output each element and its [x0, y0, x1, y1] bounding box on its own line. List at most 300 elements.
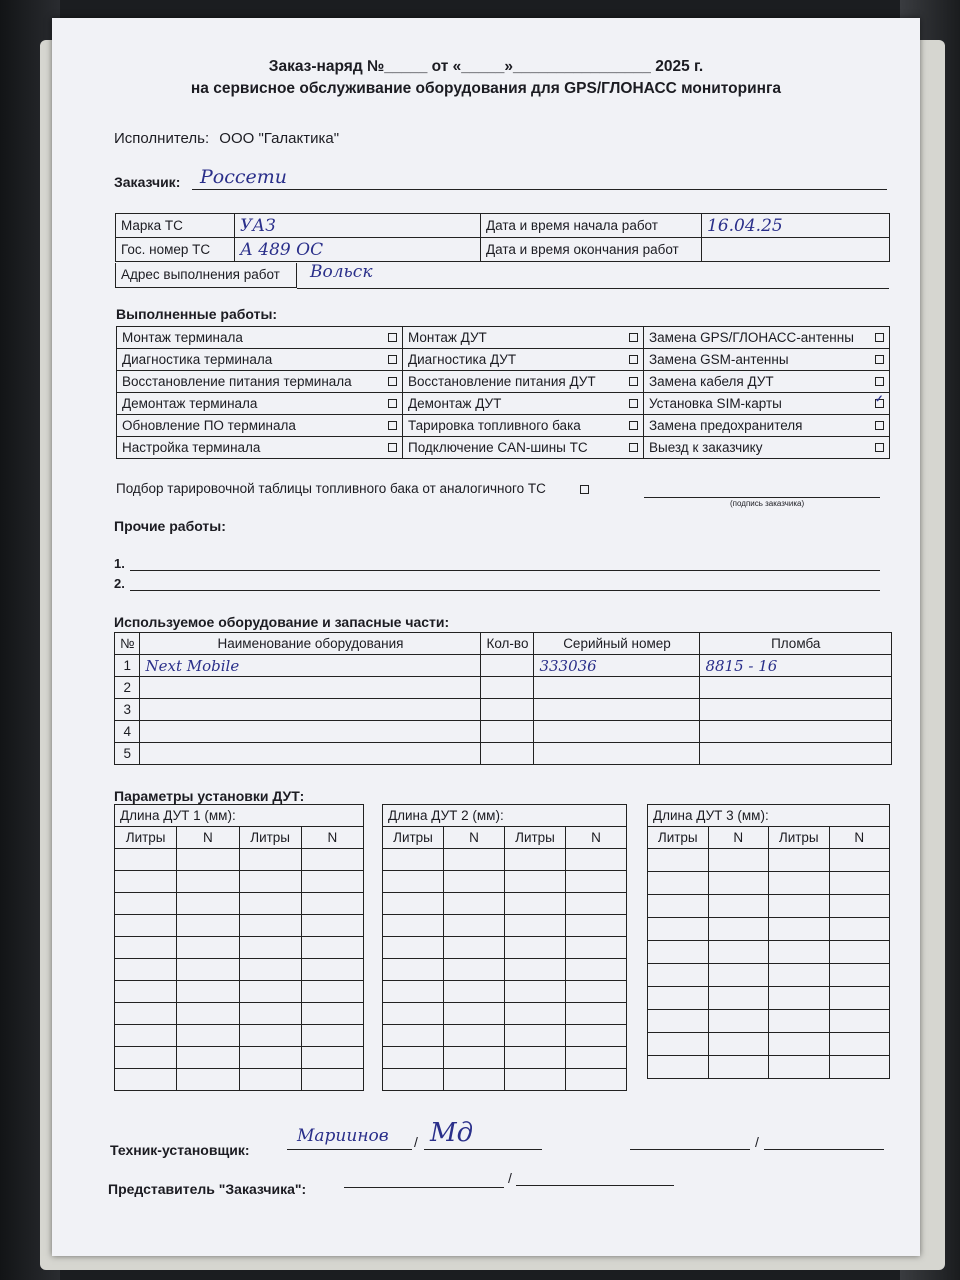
- equipment-table: [114, 632, 892, 765]
- dut-cell: [708, 964, 769, 987]
- dut-title: Параметры установки ДУТ:: [114, 788, 305, 804]
- work-cell: [644, 327, 890, 349]
- works-row: [117, 349, 890, 371]
- customer-signature-line: [644, 496, 880, 498]
- dut-cell: [566, 981, 627, 1003]
- dut-row: [648, 1010, 890, 1033]
- start-label: Дата и время начала работ: [481, 214, 702, 238]
- second-name-line: [630, 1148, 750, 1150]
- dut-cell: [383, 981, 444, 1003]
- dut-cell: [829, 895, 890, 918]
- dut-cell: [444, 893, 505, 915]
- equipment-cell: [700, 721, 892, 743]
- dut-cell: [301, 1025, 363, 1047]
- dut-cell: [177, 959, 239, 981]
- work-checkbox[interactable]: [875, 333, 884, 342]
- work-item: [122, 374, 397, 389]
- address-label: Адрес выполнения работ: [115, 263, 297, 288]
- dut-cell: [115, 1025, 177, 1047]
- second-slash: /: [755, 1134, 759, 1150]
- dut-cell: [444, 871, 505, 893]
- dut-cell: [115, 893, 177, 915]
- dut-header-cell: Литры: [769, 827, 830, 849]
- dut-cell: [566, 1069, 627, 1091]
- work-cell: [117, 371, 403, 393]
- work-checkbox[interactable]: [388, 355, 397, 364]
- dut-cell: [177, 937, 239, 959]
- dut-cell: [239, 937, 301, 959]
- dut-cell: [505, 959, 566, 981]
- dut-cell: [383, 1025, 444, 1047]
- dut-cell: [444, 937, 505, 959]
- work-checkbox[interactable]: [629, 443, 638, 452]
- dut-length-label: Длина ДУТ 3 (мм):: [647, 804, 890, 826]
- dut-cell: [566, 915, 627, 937]
- dut-cell: [708, 1010, 769, 1033]
- dut-cell: [505, 1069, 566, 1091]
- dut-cell: [239, 915, 301, 937]
- dut-row: [648, 918, 890, 941]
- equipment-cell: [534, 699, 700, 721]
- equipment-cell: 3: [115, 699, 140, 721]
- dut-row: [383, 1003, 627, 1025]
- executor-row: [114, 130, 339, 147]
- work-label: Восстановление питания ДУТ: [408, 374, 596, 389]
- customer-line: [192, 188, 887, 190]
- calibration-row: [116, 481, 589, 496]
- equipment-cell: [700, 699, 892, 721]
- work-label: Демонтаж терминала: [122, 396, 258, 411]
- dut-cell: [566, 893, 627, 915]
- dut-header-cell: Литры: [115, 827, 177, 849]
- equipment-cell: [534, 743, 700, 765]
- equipment-cell: 333036: [534, 655, 700, 677]
- work-item: [649, 396, 884, 411]
- dut-cell: [239, 981, 301, 1003]
- dut-cell: [239, 849, 301, 871]
- dut-cell: [829, 1033, 890, 1056]
- dut-cell: [648, 872, 709, 895]
- work-checkbox[interactable]: [388, 377, 397, 386]
- work-item: [649, 374, 884, 389]
- work-cell: [403, 349, 644, 371]
- dut-cell: [769, 872, 830, 895]
- work-checkbox[interactable]: [388, 399, 397, 408]
- dut-cell: [301, 959, 363, 981]
- dut-row: [115, 937, 364, 959]
- dut-cell: [769, 918, 830, 941]
- equipment-cell: [481, 655, 534, 677]
- work-checkbox[interactable]: [875, 399, 884, 408]
- equipment-cell: [140, 721, 481, 743]
- brand-value: УАЗ: [235, 214, 481, 238]
- dut-cell: [829, 964, 890, 987]
- dut-cell: [301, 871, 363, 893]
- dut-row: [115, 1025, 364, 1047]
- dut-cell: [301, 981, 363, 1003]
- equipment-cell: [481, 721, 534, 743]
- dut-cell: [383, 849, 444, 871]
- work-checkbox[interactable]: [629, 333, 638, 342]
- dut-row: [648, 872, 890, 895]
- brand-label: Марка ТС: [116, 214, 235, 238]
- representative-label: Представитель "Заказчика":: [108, 1181, 307, 1197]
- dut-cell: [708, 895, 769, 918]
- dut-cell: [444, 1047, 505, 1069]
- dut-cell: [769, 1010, 830, 1033]
- work-cell: [117, 327, 403, 349]
- dut-cell: [566, 871, 627, 893]
- dut-table-3: [647, 804, 890, 1079]
- end-label: Дата и время окончания работ: [481, 238, 702, 262]
- dut-header-cell: N: [708, 827, 769, 849]
- equipment-cell: [140, 699, 481, 721]
- calibration-checkbox[interactable]: [580, 485, 589, 494]
- work-cell: [403, 393, 644, 415]
- dut-cell: [708, 941, 769, 964]
- works-row: [117, 415, 890, 437]
- work-checkbox[interactable]: [875, 443, 884, 452]
- work-cell: [117, 349, 403, 371]
- dut-cell: [566, 849, 627, 871]
- dut-cell: [177, 893, 239, 915]
- executor-value: ООО "Галактика": [219, 130, 340, 147]
- dut-header-cell: N: [301, 827, 363, 849]
- dut-cell: [115, 849, 177, 871]
- work-item: [649, 330, 884, 345]
- dut-cell: [566, 1025, 627, 1047]
- dut-grid: [647, 826, 890, 1079]
- dut-cell: [829, 918, 890, 941]
- equipment-cell: 8815 - 16: [700, 655, 892, 677]
- dut-grid: [114, 826, 364, 1091]
- equipment-header-cell: Серийный номер: [534, 633, 700, 655]
- dut-row: [648, 964, 890, 987]
- work-cell: [403, 415, 644, 437]
- vehicle-table: [115, 213, 890, 262]
- dut-cell: [648, 1033, 709, 1056]
- work-label: Диагностика ДУТ: [408, 352, 517, 367]
- other-works-title: Прочие работы:: [114, 518, 226, 534]
- dut-row: [648, 895, 890, 918]
- form-title: Заказ-наряд №_____ от «_____»________________ 2025 г.: [268, 58, 704, 75]
- dut-cell: [177, 849, 239, 871]
- work-cell: [644, 349, 890, 371]
- dut-row: [648, 849, 890, 872]
- dut-cell: [301, 1069, 363, 1091]
- work-item: [408, 440, 638, 455]
- dut-cell: [769, 895, 830, 918]
- technician-sign-line: [424, 1148, 542, 1150]
- dut-row: [648, 987, 890, 1010]
- work-checkbox[interactable]: [629, 377, 638, 386]
- dut-row: [383, 871, 627, 893]
- work-label: Выезд к заказчику: [649, 440, 763, 455]
- dut-header-cell: N: [444, 827, 505, 849]
- equipment-cell: [700, 743, 892, 765]
- work-item: [408, 330, 638, 345]
- dut-cell: [115, 937, 177, 959]
- work-cell: [644, 393, 890, 415]
- dut-cell: [301, 915, 363, 937]
- dut-cell: [301, 937, 363, 959]
- work-item: [408, 396, 638, 411]
- work-checkbox[interactable]: [388, 443, 397, 452]
- equipment-header-cell: №: [115, 633, 140, 655]
- dut-header-row: [383, 827, 627, 849]
- work-checkbox[interactable]: [875, 355, 884, 364]
- dut-cell: [177, 1047, 239, 1069]
- dut-cell: [115, 959, 177, 981]
- equipment-cell: [534, 721, 700, 743]
- dut-cell: [383, 915, 444, 937]
- representative-slash: /: [508, 1170, 512, 1186]
- dut-cell: [505, 871, 566, 893]
- work-label: Замена GSM-антенны: [649, 352, 789, 367]
- dut-cell: [829, 849, 890, 872]
- dut-cell: [566, 959, 627, 981]
- dut-header-cell: N: [829, 827, 890, 849]
- work-checkbox[interactable]: [875, 377, 884, 386]
- work-item: [122, 440, 397, 455]
- dut-row: [115, 893, 364, 915]
- dut-header-row: [115, 827, 364, 849]
- work-checkbox[interactable]: [388, 421, 397, 430]
- other-works-line1-number: 1.: [114, 556, 125, 571]
- dut-row: [115, 1069, 364, 1091]
- dut-row: [383, 981, 627, 1003]
- work-item: [649, 440, 884, 455]
- equipment-cell: [700, 677, 892, 699]
- dut-cell: [769, 1033, 830, 1056]
- work-item: [122, 352, 397, 367]
- dut-cell: [444, 849, 505, 871]
- work-cell: [117, 393, 403, 415]
- dut-cell: [566, 1003, 627, 1025]
- dut-cell: [115, 915, 177, 937]
- dut-row: [115, 1047, 364, 1069]
- dut-cell: [769, 964, 830, 987]
- work-label: Обновление ПО терминала: [122, 418, 296, 433]
- dut-row: [115, 915, 364, 937]
- dut-table-1: [114, 804, 364, 1091]
- dut-cell: [301, 1003, 363, 1025]
- work-item: [408, 352, 638, 367]
- dut-cell: [648, 987, 709, 1010]
- dut-cell: [648, 1056, 709, 1079]
- equipment-cell: [140, 743, 481, 765]
- dut-cell: [648, 918, 709, 941]
- work-label: Монтаж терминала: [122, 330, 243, 345]
- works-row: [117, 327, 890, 349]
- dut-cell: [115, 1003, 177, 1025]
- works-row: [117, 393, 890, 415]
- work-item: [122, 396, 397, 411]
- work-cell: [403, 371, 644, 393]
- dut-cell: [444, 1025, 505, 1047]
- work-cell: [644, 371, 890, 393]
- dut-cell: [383, 1047, 444, 1069]
- dut-row: [383, 937, 627, 959]
- equipment-cell: 4: [115, 721, 140, 743]
- work-item: [649, 418, 884, 433]
- work-label: Диагностика терминала: [122, 352, 273, 367]
- work-label: Монтаж ДУТ: [408, 330, 487, 345]
- work-cell: [403, 437, 644, 459]
- work-label: Замена предохранителя: [649, 418, 803, 433]
- dut-row: [115, 981, 364, 1003]
- plate-label: Гос. номер ТС: [116, 238, 235, 262]
- work-checkbox[interactable]: [875, 421, 884, 430]
- dut-cell: [708, 1056, 769, 1079]
- dut-table-2: [382, 804, 627, 1091]
- dut-cell: [383, 937, 444, 959]
- signature-caption: (подпись заказчика): [730, 499, 805, 508]
- work-checkbox[interactable]: [629, 355, 638, 364]
- dut-cell: [648, 964, 709, 987]
- equipment-title: Используемое оборудование и запасные части:: [114, 614, 450, 630]
- dut-row: [115, 849, 364, 871]
- work-label: Установка SIM-карты: [649, 396, 782, 411]
- dut-cell: [505, 915, 566, 937]
- dut-cell: [444, 981, 505, 1003]
- dut-cell: [505, 893, 566, 915]
- dut-cell: [829, 1010, 890, 1033]
- form-subtitle: на сервисное обслуживание оборудования для GPS/ГЛОНАСС мониторинга: [190, 80, 782, 97]
- start-value: 16.04.25: [702, 214, 890, 238]
- technician-slash: /: [414, 1134, 418, 1150]
- dut-cell: [648, 941, 709, 964]
- dut-cell: [648, 849, 709, 872]
- dut-cell: [444, 1069, 505, 1091]
- dut-cell: [177, 981, 239, 1003]
- works-table: [116, 326, 890, 459]
- work-item: [122, 418, 397, 433]
- equipment-cell: [140, 677, 481, 699]
- dut-cell: [239, 959, 301, 981]
- dut-cell: [239, 1025, 301, 1047]
- work-label: Демонтаж ДУТ: [408, 396, 502, 411]
- dut-cell: [239, 1069, 301, 1091]
- work-cell: [403, 327, 644, 349]
- dut-cell: [708, 872, 769, 895]
- other-works-line2: [130, 589, 880, 591]
- work-item: [408, 374, 638, 389]
- dut-row: [383, 915, 627, 937]
- work-label: Тарировка топливного бака: [408, 418, 581, 433]
- work-item: [408, 418, 638, 433]
- executor-label: Исполнитель:: [114, 130, 210, 147]
- customer-value: Россети: [200, 166, 288, 188]
- dut-cell: [505, 1025, 566, 1047]
- dut-length-label: Длина ДУТ 1 (мм):: [114, 804, 364, 826]
- technician-name: Мариинов: [297, 1126, 389, 1146]
- second-sign-line: [764, 1148, 884, 1150]
- work-item: [649, 352, 884, 367]
- equipment-cell: [481, 699, 534, 721]
- other-works-line2-number: 2.: [114, 576, 125, 591]
- dut-cell: [829, 1056, 890, 1079]
- dut-cell: [177, 1069, 239, 1091]
- equipment-header-cell: Кол-во: [481, 633, 534, 655]
- dut-cell: [383, 1069, 444, 1091]
- work-checkbox[interactable]: [629, 399, 638, 408]
- plate-value: А 489 ОС: [235, 238, 481, 262]
- address-value: Вольск: [310, 262, 373, 282]
- dut-cell: [505, 981, 566, 1003]
- dut-header-cell: Литры: [239, 827, 301, 849]
- equipment-row: [115, 699, 892, 721]
- works-row: [117, 437, 890, 459]
- equipment-header-cell: Пломба: [700, 633, 892, 655]
- equipment-row: [115, 721, 892, 743]
- dut-cell: [383, 871, 444, 893]
- dut-cell: [239, 1047, 301, 1069]
- works-row: [117, 371, 890, 393]
- dut-cell: [115, 871, 177, 893]
- work-cell: [117, 415, 403, 437]
- work-checkbox[interactable]: [388, 333, 397, 342]
- dut-row: [383, 1025, 627, 1047]
- dut-cell: [239, 871, 301, 893]
- work-label: Замена GPS/ГЛОНАСС-антенны: [649, 330, 854, 345]
- dut-row: [115, 871, 364, 893]
- dut-cell: [505, 1003, 566, 1025]
- dut-cell: [301, 849, 363, 871]
- work-cell: [644, 415, 890, 437]
- dut-cell: [115, 981, 177, 1003]
- dut-cell: [708, 849, 769, 872]
- dut-cell: [177, 1025, 239, 1047]
- dut-cell: [769, 941, 830, 964]
- address-line: [297, 287, 889, 289]
- equipment-header-cell: Наименование оборудования: [140, 633, 481, 655]
- dut-cell: [566, 1047, 627, 1069]
- dut-header-cell: Литры: [505, 827, 566, 849]
- technician-label: Техник-установщик:: [110, 1142, 250, 1158]
- dut-cell: [829, 872, 890, 895]
- dut-cell: [177, 871, 239, 893]
- dut-cell: [648, 895, 709, 918]
- dut-cell: [239, 893, 301, 915]
- dut-row: [115, 1003, 364, 1025]
- equipment-row: [115, 655, 892, 677]
- work-label: Замена кабеля ДУТ: [649, 374, 774, 389]
- dut-cell: [115, 1047, 177, 1069]
- equipment-cell: 2: [115, 677, 140, 699]
- dut-header-row: [648, 827, 890, 849]
- equipment-cell: [534, 677, 700, 699]
- dut-cell: [301, 893, 363, 915]
- dut-header-cell: N: [177, 827, 239, 849]
- dut-cell: [648, 1010, 709, 1033]
- dut-cell: [444, 959, 505, 981]
- work-label: Настройка терминала: [122, 440, 261, 455]
- dut-cell: [115, 1069, 177, 1091]
- dut-row: [115, 959, 364, 981]
- work-checkbox[interactable]: [629, 421, 638, 430]
- dut-cell: [708, 1033, 769, 1056]
- calibration-label: Подбор тарировочной таблицы топливного бака от аналогичного ТС: [116, 481, 546, 496]
- equipment-cell: [481, 743, 534, 765]
- dut-row: [383, 959, 627, 981]
- dut-header-cell: N: [566, 827, 627, 849]
- dut-cell: [383, 893, 444, 915]
- representative-sign-line: [516, 1184, 674, 1186]
- dut-cell: [239, 1003, 301, 1025]
- dut-cell: [444, 1003, 505, 1025]
- end-value: [702, 238, 890, 262]
